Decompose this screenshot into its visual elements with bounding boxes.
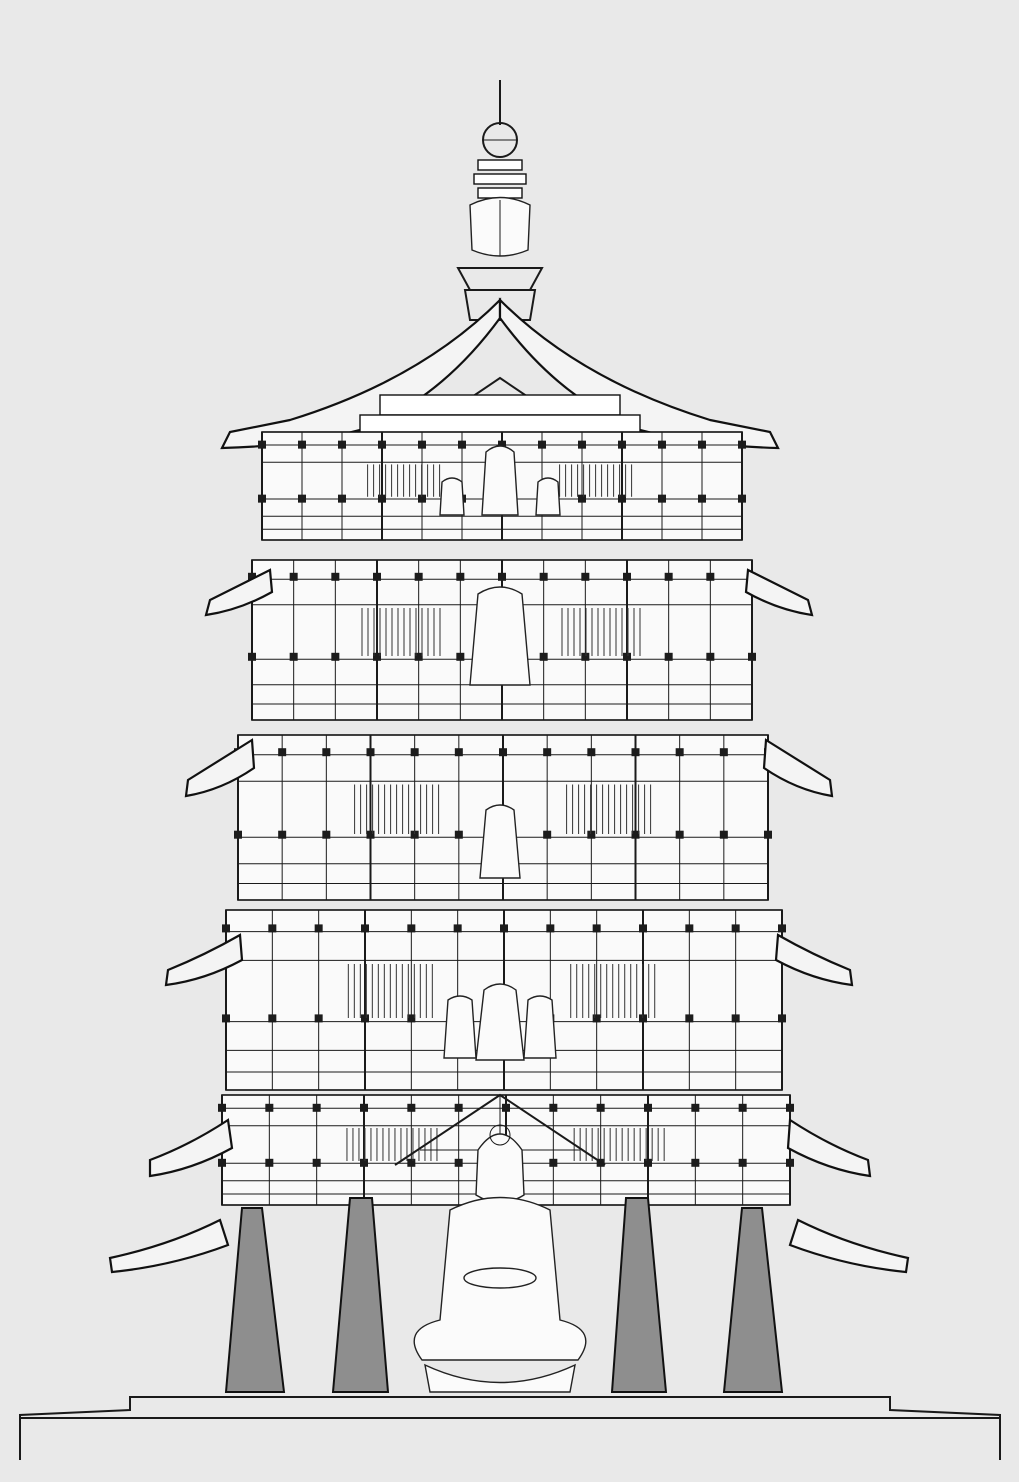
pier (724, 1208, 782, 1392)
ground-platform (20, 1397, 1000, 1460)
finial (458, 80, 542, 320)
pier (226, 1208, 284, 1392)
pier (333, 1198, 388, 1392)
pier (612, 1198, 666, 1392)
